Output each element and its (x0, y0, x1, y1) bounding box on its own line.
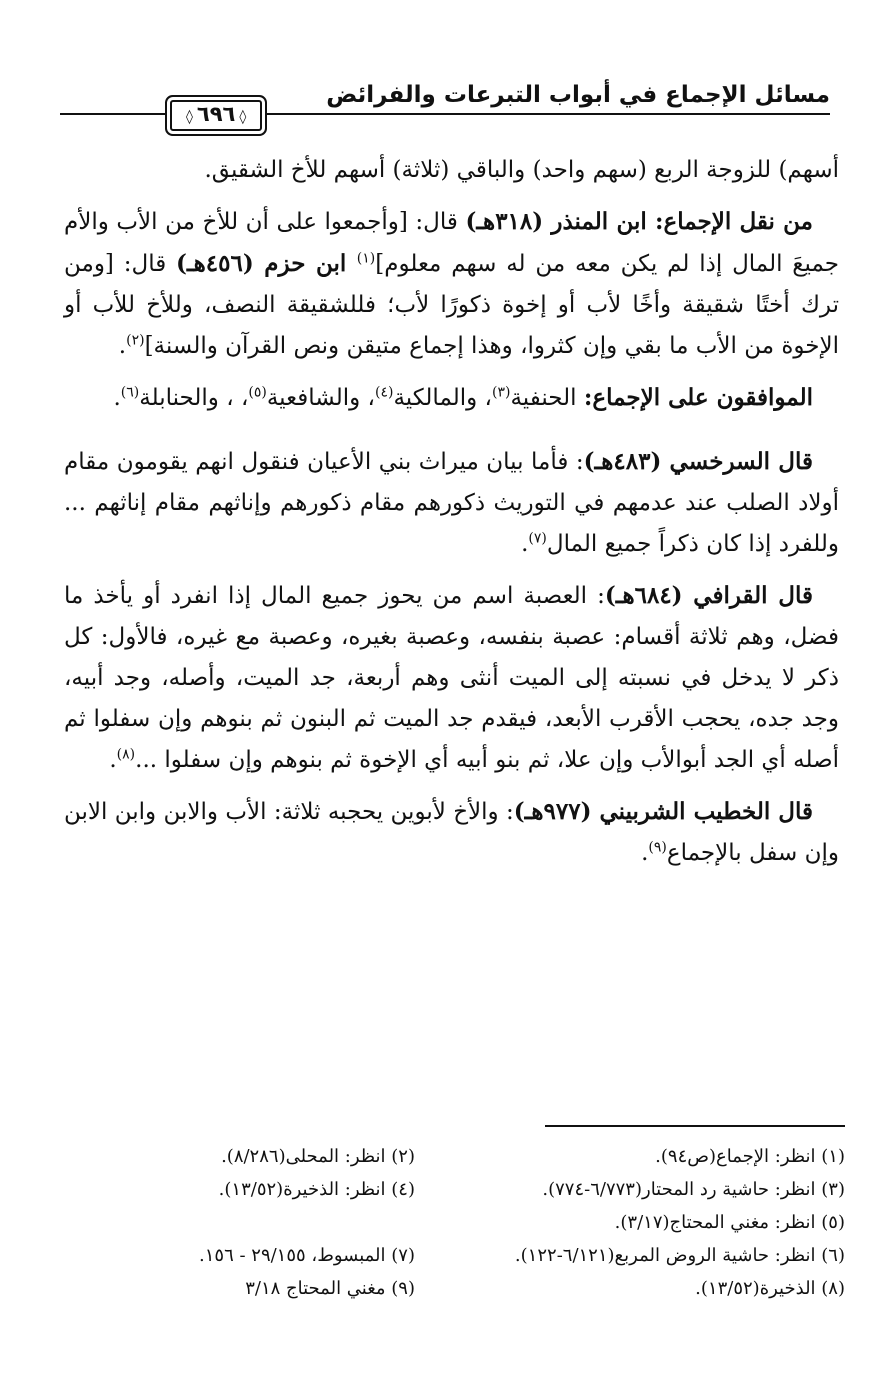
footnote-ref: (٣) (491, 384, 511, 401)
footnote-separator (545, 1125, 845, 1127)
paragraph: قال القرافي (٦٨٤هـ): العصبة اسم من يحوز جميع المال إذا انفرد أو يأخذ ما فضل، وهم ثلاثة أقسام: عصبة بنفسه، وعصبة بغيره، وعصبة مع غيره، فالأول: كل ذكر لا يدخل في نسبته إلى الميت أنثى وهم أربعة، جد الميت، وأصله، وجد أبيه، وجد جده، يحجب الأقرب الأبعد، فيقدم جد الميت ثم البنون ثم بنوهم وإن سفلوا ثم أصله أي الجد أبوالأب وإن علا، ثم بنو أبيه أي الإخوة ثم بنوهم وإن سفلوا ...$^{(٨)}$. (64, 582, 839, 773)
footnote: (٣) انظر: حاشية رد المحتار(٦/٧٧٣-٧٧٤). (542, 1179, 845, 1200)
paragraph-text: ، والشافعية (266, 385, 375, 411)
section-label: من نقل الإجماع: ابن المنذر (٣١٨هـ) (465, 208, 814, 235)
footnote-row (65, 1140, 845, 1173)
paragraph-text: قال: [ومن ترك أختًا شقيقة وأخًا لأب أو إخوة ذكورًا لأب؛ فللشقيقة النصف، وللأخ للأب أو الإخوة من الأب ما بقي وإن كثروا، وهذا إجماع متيقن ونص القرآن والسنة] (64, 251, 839, 359)
footnote: (٥) انظر: مغني المحتاج(٣/١٧). (614, 1212, 845, 1233)
footnote: (٧) المبسوط، ٢٩/١٥٥ - ١٥٦. (199, 1245, 415, 1266)
footnote-ref: (١) (356, 250, 376, 267)
footnotes (65, 1140, 845, 1305)
paragraph-text: ، والحنابلة (139, 385, 234, 411)
footnote-empty (65, 1206, 415, 1239)
section-label: قال الخطيب الشربيني (٩٧٧هـ) (513, 798, 813, 825)
footnote-row (65, 1206, 845, 1239)
paragraph (64, 150, 839, 191)
paragraph-text: قال: [وأجمعوا على أن للأخ من الأب والأم جميعَ المال إذا لم يكن معه من له سهم معلوم] (64, 209, 840, 277)
ornament-icon: ◊ (186, 109, 193, 125)
footnote: (٨) الذخيرة(١٣/٥٢). (695, 1278, 845, 1299)
footnote-row (65, 1239, 845, 1272)
main-text (64, 150, 839, 884)
paragraph: من نقل الإجماع: ابن المنذر (٣١٨هـ) قال: [وأجمعوا على أن للأخ من الأب والأم جميعَ المال إذا لم يكن معه من له سهم معلوم]$^{(١)}$ ابن حزم (٤٥٦هـ) قال: [ومن ترك أختًا شقيقة وأخًا لأب أو إخوة ذكورًا لأب؛ فللشقيقة النصف، وللأخ للأب أو الإخوة من الأب ما بقي وإن كثروا، وهذا إجماع متيقن ونص القرآن والسنة]$^{(٢)}$. (64, 208, 840, 359)
footnote: (٦) انظر: حاشية الروض المربع(٦/١٢١-١٢٢). (514, 1245, 845, 1266)
page-number: ٦٩٦ (196, 102, 236, 126)
ornament-icon: ◊ (239, 109, 247, 125)
page-number-box (170, 100, 262, 131)
paragraph: الموافقون على الإجماع: الحنفية$^{(٣)}$، والمالكية$^{(٤)}$، والشافعية$^{(٥)}$، ، والحنابلة$^{(٦)}$. (113, 384, 813, 411)
paragraph: قال الخطيب الشربيني (٩٧٧هـ): والأخ لأبوين يحجبه ثلاثة: الأب والابن وابن الابن وإن سفل بالإجماع$^{(٩)}$. (64, 798, 839, 866)
footnote-row (65, 1272, 845, 1305)
paragraph-text: ، والمالكية (393, 385, 492, 411)
paragraph: قال السرخسي (٤٨٣هـ): فأما بيان ميراث بني الأعيان فنقول انهم يقومون مقام أولاد الصلب عند عدمهم في التوريث ذكورهم مقام ذكورهم وإناثهم مقام إناثهم ... وللفرد إذا كان ذكراً جميع المال$^{(٧)}$. (64, 448, 839, 557)
footnote-row (65, 1173, 845, 1206)
paragraph-text: : والأخ لأبوين يحجبه ثلاثة: الأب والابن وابن الابن وإن سفل بالإجماع (64, 799, 839, 866)
footnote: (٢) انظر: المحلى(٨/٢٨٦). (221, 1146, 415, 1167)
footnote-ref: (٢) (126, 332, 145, 349)
paragraph-text: الحنفية (510, 385, 584, 411)
footnote-ref: (٥) (248, 384, 267, 401)
section-label: قال السرخسي (٤٨٣هـ) (583, 448, 813, 475)
footnote-ref: (٩) (648, 839, 667, 856)
footnote: (٤) انظر: الذخيرة(١٣/٥٢). (218, 1179, 415, 1200)
footnote-ref: (٦) (120, 384, 140, 401)
paragraph-text: أسهم) للزوجة الربع (سهم واحد) والباقي (ثلاثة) أسهم للأخ الشقيق. (204, 157, 839, 183)
section-label: قال القرافي (٦٨٤هـ) (604, 582, 814, 609)
footnote-ref: (٨) (116, 746, 136, 763)
footnote-ref: (٧) (528, 530, 547, 547)
footnote-ref: (٤) (374, 384, 394, 401)
paragraph-text: : العصبة اسم من يحوز جميع المال إذا انفرد أو يأخذ ما فضل، وهم ثلاثة أقسام: عصبة بنفسه، وعصبة بغيره، وعصبة مع غيره، فالأول: كل ذكر لا يدخل في نسبته إلى الميت أنثى وهم أربعة، جد الميت، وأصله، وجد أبيه، وجد جده، يحجب الأقرب الأبعد، فيقدم جد الميت ثم البنون ثم بنوهم وإن سفلوا ثم أصله أي الجد أبوالأب وإن علا، ثم بنو أبيه أي الإخوة ثم بنوهم وإن سفلوا ... (64, 583, 839, 773)
section-label: الموافقون على الإجماع: (583, 384, 813, 411)
footnote: (٩) مغني المحتاج ٣/١٨ (245, 1278, 415, 1299)
footnote: (١) انظر: الإجماع(ص٩٤). (655, 1146, 845, 1167)
section-label: ابن حزم (٤٥٦هـ) (176, 250, 357, 277)
running-header (60, 80, 830, 130)
paragraph-text: : فأما بيان ميراث بني الأعيان فنقول انهم يقومون مقام أولاد الصلب عند عدمهم في التوريث ذكورهم مقام ذكورهم وإناثهم مقام إناثهم ... وللفرد إذا كان ذكراً جميع المال (64, 449, 839, 557)
header-title: مسائل الإجماع في أبواب التبرعات والفرائض (326, 82, 830, 108)
